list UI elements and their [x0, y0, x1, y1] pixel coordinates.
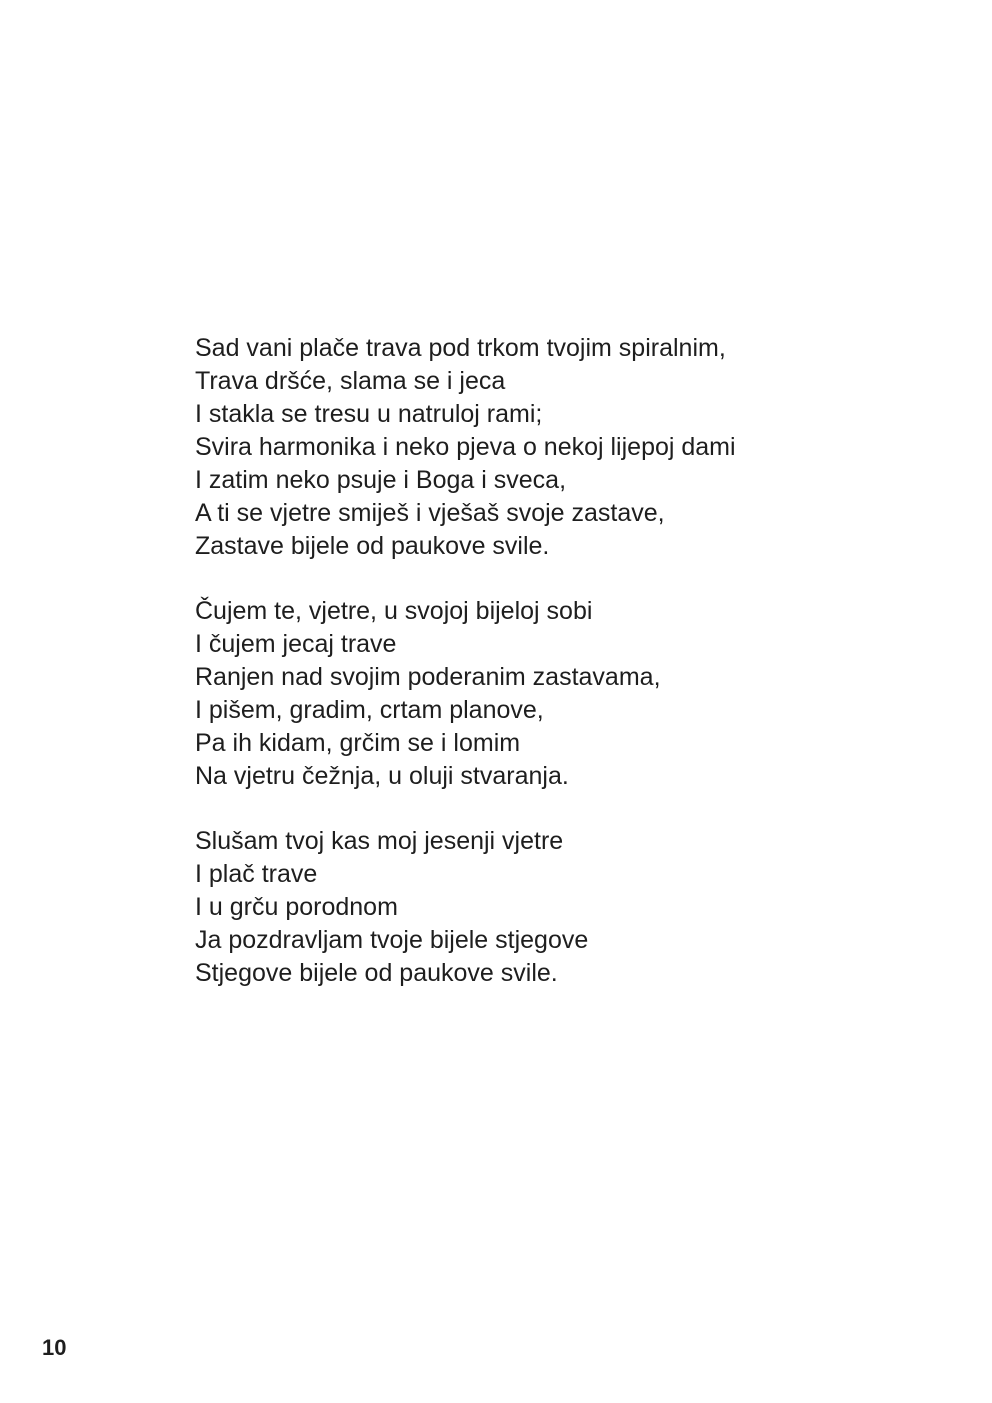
poem-line: Stjegove bijele od paukove svile.: [195, 959, 558, 987]
stanza-2: [195, 595, 895, 793]
poem-line: Trava dršće, slama se i jeca: [195, 367, 506, 395]
stanza-1: [195, 332, 895, 563]
page-number: 10: [42, 1335, 67, 1360]
poem-line: Na vjetru čežnja, u oluji stvaranja.: [195, 762, 569, 790]
poem-line: Pa ih kidam, grčim se i lomim: [195, 729, 521, 757]
poem: [195, 332, 895, 1022]
poem-line: Ranjen nad svojim poderanim zastavama,: [195, 663, 661, 691]
poem-line: Svira harmonika i neko pjeva o nekoj lijepoj dami: [195, 433, 736, 461]
poem-line: Ja pozdravljam tvoje bijele stjegove: [195, 926, 589, 954]
poem-line: I čujem jecaj trave: [195, 630, 397, 658]
poem-line: Sad vani plače trava pod trkom tvojim spiralnim,: [195, 334, 726, 362]
poem-line: I zatim neko psuje i Boga i sveca,: [195, 466, 567, 494]
poem-line: I pišem, gradim, crtam planove,: [195, 696, 544, 724]
poem-line: I u grču porodnom: [195, 893, 398, 921]
poem-line: I plač trave: [195, 860, 318, 888]
poem-line: A ti se vjetre smiješ i vješaš svoje zastave,: [195, 499, 665, 527]
poem-line: Zastave bijele od paukove svile.: [195, 532, 550, 560]
poem-line: I stakla se tresu u natruloj rami;: [195, 400, 543, 428]
poem-line: Slušam tvoj kas moj jesenji vjetre: [195, 827, 564, 855]
stanza-3: [195, 825, 895, 990]
poem-line: Čujem te, vjetre, u svojoj bijeloj sobi: [195, 597, 593, 625]
